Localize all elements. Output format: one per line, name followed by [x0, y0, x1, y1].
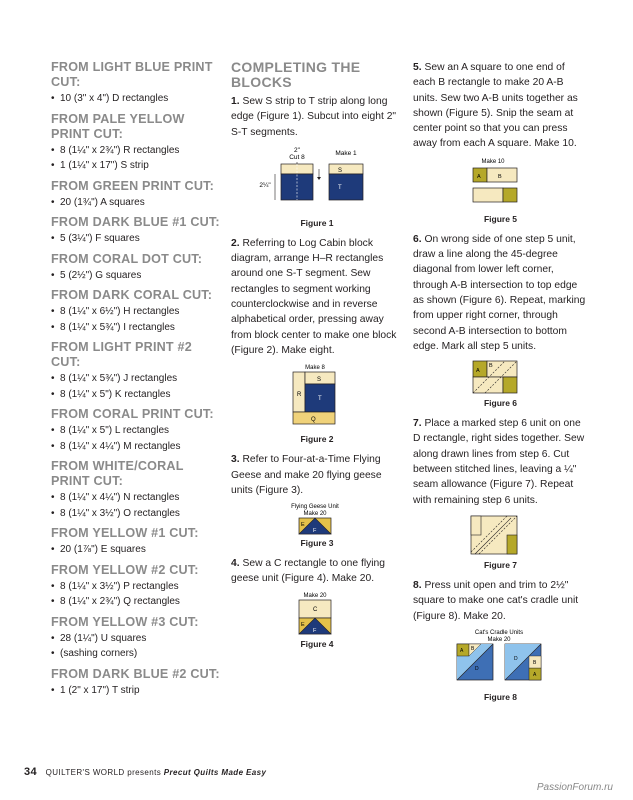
figure-1 — [231, 144, 403, 228]
fig3-make: Make 20 — [303, 511, 327, 518]
fig1-s-strip-right — [329, 164, 363, 174]
step-7: 7. Place a marked step 6 unit on one D rectangle, right sides together. Sew along drawn lines from step 6. Cut between stitched lines, leaving a ¼" seam allowance (Figure 7). Repeat with remaining step 6 units. — [413, 418, 585, 506]
cut-item: • 8 (1¼" x 2¾") Q rectangles — [51, 594, 223, 610]
fig6-a-square-2 — [503, 377, 517, 393]
instructions-column-2 — [413, 60, 588, 710]
fig6-a-label: A — [476, 368, 480, 375]
cut-heading: FROM WHITE/CORAL PRINT CUT: — [51, 459, 184, 488]
fig5-a-label: A — [477, 173, 481, 180]
cut-items — [51, 631, 223, 662]
figure-5-caption: Figure 5 — [483, 213, 518, 224]
fig5-b-label: B — [498, 173, 502, 180]
step-2: 2. Referring to Log Cabin block diagram, arrange H–R rectangles around one S-T segment. Sew rectangles to segment working counterclockwise and in reverse alphabetical order, pressing away from block center to make one block (Figure 2). Make eight. — [231, 237, 397, 356]
fig8-right-d: D — [514, 655, 518, 662]
fig2-r-label: R — [297, 392, 302, 399]
cut-item: • 1 (2" x 17") T strip — [51, 683, 223, 699]
cut-heading: FROM DARK BLUE #1 CUT: — [51, 215, 220, 229]
cut-items — [51, 268, 223, 284]
figure-8 — [413, 628, 588, 702]
cut-items — [51, 143, 223, 174]
fig4-e-label: E — [301, 621, 305, 628]
cut-items — [51, 231, 223, 247]
fig1-t-label: T — [338, 184, 342, 191]
cut-heading: FROM LIGHT PRINT #2 CUT: — [51, 340, 192, 369]
cut-items — [51, 490, 223, 521]
figure-7 — [413, 512, 588, 570]
step-5: 5. Sew an A square to one end of each B rectangle to make 20 A-B units. Sew two A-B units together as shown (Figure 5). Snip the seam at center point so that you can press away from each A square. Make 10. — [413, 62, 578, 150]
fig2-make: Make 8 — [305, 365, 325, 372]
fig8-title: Cat's Cradle Units — [474, 629, 524, 636]
cut-heading: FROM PALE YELLOW PRINT CUT: — [51, 111, 185, 141]
cut-items — [51, 579, 223, 610]
magazine-name: QUILTER'S WORLD — [45, 768, 125, 777]
cut-item: • 20 (1⅞") E squares — [51, 542, 223, 558]
fig8-left-d: D — [475, 665, 479, 672]
fig1-make: Make 1 — [335, 149, 357, 157]
fig8-make: Make 20 — [487, 636, 511, 643]
cut-items — [51, 542, 223, 558]
fig2-t-label: T — [318, 396, 322, 403]
fig1-t-strip-right — [329, 174, 363, 200]
fig4-make: Make 20 — [303, 592, 327, 599]
figure-4 — [231, 591, 403, 649]
fig1-s-label: S — [338, 167, 343, 174]
fig6-b-label: B — [489, 363, 493, 370]
fig4-f-label: F — [313, 627, 317, 634]
cut-item: • 5 (3¼") F squares — [51, 231, 223, 247]
fig3-title: Flying Geese Unit — [291, 504, 339, 511]
cut-items — [51, 195, 223, 211]
cut-item: • 8 (1¼" x 3½") O rectangles — [51, 506, 223, 522]
book-title: Precut Quilts Made Easy — [163, 768, 267, 777]
fig3-f-label: F — [313, 528, 317, 535]
figure-6-caption: Figure 6 — [483, 398, 518, 409]
cutting-list — [51, 60, 223, 703]
figure-6 — [413, 358, 588, 408]
cut-items — [51, 304, 223, 335]
step-3: 3. Refer to Four-at-a-Time Flying Geese and make 20 flying geese units (Figure 3). — [231, 454, 382, 496]
fig5-a-square-2 — [503, 188, 517, 202]
cut-item: • 8 (1¼" x 3½") P rectangles — [51, 579, 223, 595]
cut-item: • 5 (2½") G squares — [51, 268, 223, 284]
figure-1-caption: Figure 1 — [300, 217, 334, 228]
cut-items — [51, 423, 223, 454]
cut-item: • (sashing corners) — [51, 646, 223, 662]
figure-7-caption: Figure 7 — [483, 559, 518, 570]
fig1-cut-count: Cut 8 — [289, 153, 305, 161]
figure-3 — [231, 502, 403, 548]
cut-heading: FROM DARK BLUE #2 CUT: — [51, 666, 220, 681]
fig4-c-label: C — [313, 606, 318, 613]
cut-item: • 8 (1¼" x 6½") H rectangles — [51, 304, 223, 320]
fig2-q-label: Q — [311, 417, 316, 424]
step-4: 4. Sew a C rectangle to one flying geese unit (Figure 4). Make 20. — [231, 558, 385, 585]
cut-item: • 8 (1¼" x 2¾") R rectangles — [51, 143, 223, 159]
page-number: 34 — [24, 766, 38, 778]
figure-2-caption: Figure 2 — [300, 434, 334, 445]
cut-item: • 28 (1¼") U squares — [51, 631, 223, 647]
cut-heading: FROM LIGHT BLUE PRINT CUT: — [51, 60, 213, 89]
cut-item: • 8 (1¼" x 4¼") M rectangles — [51, 439, 223, 455]
fig2-s-label: S — [317, 377, 322, 384]
fig1-cut-size: 2" — [294, 146, 300, 154]
presents-text: presents — [127, 768, 162, 777]
cut-item: • 8 (1¼" x 5¾") I rectangles — [51, 320, 223, 336]
cut-heading: FROM GREEN PRINT CUT: — [51, 178, 215, 193]
cut-heading: FROM CORAL PRINT CUT: — [51, 407, 214, 421]
fig8-right-b: B — [533, 659, 537, 666]
fig8-unit-left — [457, 644, 493, 680]
instructions-column-1 — [231, 60, 403, 657]
fig8-right-a: A — [533, 671, 537, 678]
fig8-left-b: B — [471, 645, 475, 652]
section-title: COMPLETING THE BLOCKS — [231, 59, 361, 90]
fig8-unit-right — [505, 644, 541, 680]
cut-items — [51, 683, 223, 699]
cut-heading: FROM DARK CORAL CUT: — [51, 288, 213, 302]
cut-item: • 10 (3" x 4") D rectangles — [51, 91, 223, 107]
cut-item: • 8 (1¼" x 5") K rectangles — [51, 387, 223, 403]
cut-items — [51, 371, 223, 402]
figure-8-caption: Figure 8 — [483, 691, 518, 702]
page-footer — [24, 766, 266, 778]
cut-item: • 8 (1¼" x 5¾") J rectangles — [51, 371, 223, 387]
figure-3-caption: Figure 3 — [300, 538, 334, 549]
step-1: 1. Sew S strip to T strip along long edge (Figure 1). Subcut into eight 2" S-T segments. — [231, 96, 397, 138]
cut-heading: FROM YELLOW #2 CUT: — [51, 562, 199, 577]
cut-heading: FROM CORAL DOT CUT: — [51, 251, 203, 266]
cut-item: • 8 (1¼" x 4¼") N rectangles — [51, 490, 223, 506]
figure-2 — [231, 362, 403, 444]
figure-4-caption: Figure 4 — [300, 638, 334, 649]
step-6: 6. On wrong side of one step 5 unit, draw a line along the 45-degree diagonal from lower left corner, through A-B intersection to top edge as shown (Figure 6). Repeat, marking from upper right corner, through second A-B intersection to bottom edge. Mark all step 5 units. — [413, 233, 586, 352]
fig5-b-rect-2 — [473, 188, 503, 202]
cut-item: • 1 (1¼" x 17") S strip — [51, 158, 223, 174]
fig1-height: 2¼" — [259, 181, 271, 189]
cut-heading: FROM YELLOW #3 CUT: — [51, 614, 199, 629]
step-8: 8. Press unit open and trim to 2½" square to make one cat's cradle unit (Figure 8). Make 20. — [413, 579, 579, 622]
figure-5 — [413, 156, 588, 224]
cut-items — [51, 91, 223, 107]
fig5-b-rect-1 — [487, 168, 517, 182]
cut-heading: FROM YELLOW #1 CUT: — [51, 526, 199, 540]
cut-item: • 20 (1¾") A squares — [51, 195, 223, 211]
watermark: PassionForum.ru — [536, 782, 613, 793]
fig5-make: Make 10 — [481, 158, 505, 165]
cut-item: • 8 (1¼" x 5") L rectangles — [51, 423, 223, 439]
fig3-e-label: E — [301, 522, 305, 529]
fig8-left-a: A — [460, 647, 464, 654]
